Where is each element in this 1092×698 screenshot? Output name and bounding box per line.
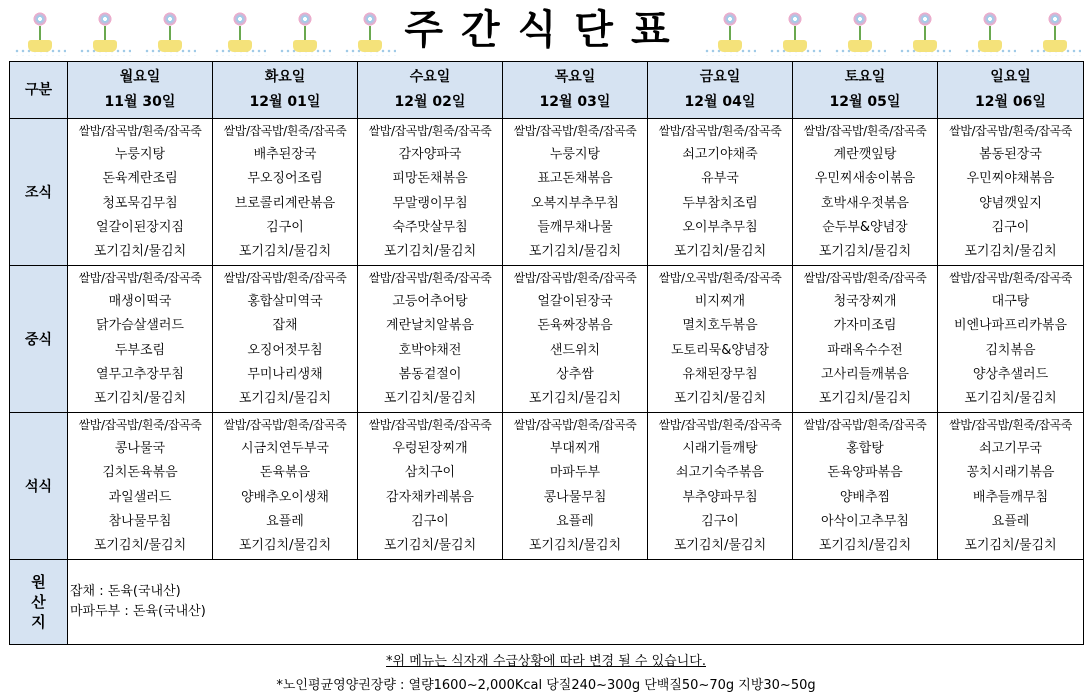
origin-line: 마파두부 : 돈육(국내산): [70, 604, 206, 619]
menu-item: 포기김치/물김치: [818, 538, 912, 554]
menu-item: 포기김치/물김치: [673, 391, 767, 407]
menu-item: 삼치구이: [404, 465, 456, 481]
menu-item: 아삭이고추무침: [821, 513, 909, 529]
menu-item: 김구이: [701, 513, 739, 529]
menu-cell: [358, 413, 503, 560]
menu-item: 얼갈이된장지짐: [96, 219, 184, 235]
menu-item: 얼갈이된장국: [537, 294, 613, 310]
weekly-menu-table: [9, 61, 1084, 645]
menu-item: 브로콜리계란볶음: [234, 195, 336, 211]
menu-cell: [503, 413, 648, 560]
menu-item: 배추들깨무침: [972, 489, 1049, 505]
menu-item: 봄동된장국: [979, 147, 1042, 163]
menu-item: 피망돈채볶음: [392, 171, 468, 187]
menu-item: 쌀밥/잡곡밥/흰죽/잡곡죽: [803, 124, 927, 138]
menu-item: 포기김치/물김치: [238, 391, 332, 407]
menu-item: 누룽지탕: [549, 147, 601, 163]
menu-item: 오이부추무침: [682, 219, 758, 235]
menu-item: 파래옥수수전: [827, 342, 903, 358]
menu-cell: [938, 413, 1084, 560]
menu-item: 우민찌새송이볶음: [814, 171, 916, 187]
menu-item: 꽁치시래기볶음: [966, 465, 1055, 481]
header-banner: [0, 0, 1092, 60]
menu-item: 대구탕: [991, 294, 1030, 310]
menu-item: 콩나물국: [114, 441, 166, 457]
menu-item: 표고돈채볶음: [537, 171, 613, 187]
menu-item: 양배추오이생채: [241, 489, 329, 505]
menu-item: 감자양파국: [398, 147, 462, 163]
menu-item: 두부조림: [114, 342, 166, 358]
menu-change-notice: *위 메뉴는 식자재 수급상황에 따라 변경 될 수 있습니다.: [386, 654, 706, 669]
menu-item: 쌀밥/잡곡밥/흰죽/잡곡죽: [513, 418, 637, 432]
menu-cell: [793, 119, 938, 266]
day-header: [938, 62, 1084, 119]
meal-row: [10, 413, 1084, 560]
day-header: [358, 62, 503, 119]
menu-item: 오복지부추무침: [531, 195, 619, 211]
header-row: [10, 62, 1084, 119]
menu-item: 도토리묵&양념장: [670, 342, 770, 358]
menu-item: 유채된장무침: [682, 366, 758, 382]
menu-item: 부추양파무침: [682, 489, 758, 505]
menu-item: 포기김치/물김치: [93, 391, 187, 407]
menu-item: 요플레: [556, 513, 594, 529]
menu-item: 쇠고기무국: [979, 441, 1042, 457]
day-name: 월요일: [119, 69, 161, 85]
menu-item: 돈육계란조림: [102, 171, 178, 187]
menu-cell: [68, 413, 213, 560]
menu-item: 돈육양파볶음: [827, 465, 903, 481]
menu-item: 계란깻잎탕: [833, 147, 897, 163]
menu-item: 포기김치/물김치: [673, 244, 767, 260]
menu-item: 쌀밥/잡곡밥/흰죽/잡곡죽: [78, 271, 202, 285]
menu-item: 봄동겉절이: [398, 366, 462, 382]
menu-item: 포기김치/물김치: [673, 538, 767, 554]
menu-cell: [938, 119, 1084, 266]
menu-cell: [358, 266, 503, 413]
menu-item: 요플레: [266, 513, 304, 529]
day-date: 12월 03일: [539, 94, 611, 110]
day-name: 금요일: [699, 69, 741, 85]
menu-item: 돈육짜장볶음: [537, 318, 613, 334]
menu-item: 양념깻잎지: [979, 195, 1042, 211]
menu-item: 마파두부: [549, 465, 601, 481]
menu-cell: [793, 413, 938, 560]
menu-item: 들깨무채나물: [537, 219, 613, 235]
menu-item: 홍합살미역국: [247, 294, 323, 310]
menu-item: 과일샐러드: [108, 489, 172, 505]
menu-item: 참나물무침: [108, 513, 172, 529]
menu-item: 포기김치/물김치: [528, 538, 622, 554]
origin-label: 원 산 지: [10, 560, 68, 645]
day-name: 일요일: [990, 69, 1031, 85]
nutrition-guideline: *노인평균영양권장량 : 열량1600~2,000Kcal 당질240~300g 단백질50~70g 지방30~50g: [276, 678, 816, 693]
meal-label: 석식: [10, 413, 68, 560]
menu-item: 상추쌈: [556, 366, 594, 382]
menu-cell: [648, 266, 793, 413]
meal-label: 중식: [10, 266, 68, 413]
menu-item: 쌀밥/잡곡밥/흰죽/잡곡죽: [513, 124, 637, 138]
menu-item: 김치돈육볶음: [102, 465, 178, 481]
menu-item: 포기김치/물김치: [964, 391, 1057, 407]
origin-row: [10, 560, 1084, 645]
menu-item: 포기김치/물김치: [964, 244, 1057, 260]
menu-item: 고사리들깨볶음: [821, 366, 909, 382]
menu-cell: [938, 266, 1084, 413]
menu-item: 쌀밥/잡곡밥/흰죽/잡곡죽: [658, 418, 782, 432]
menu-item: 쌀밥/잡곡밥/흰죽/잡곡죽: [368, 271, 492, 285]
menu-item: 시금치연두부국: [241, 441, 329, 457]
menu-item: 포기김치/물김치: [964, 538, 1057, 554]
menu-cell: [213, 119, 358, 266]
day-header: [213, 62, 358, 119]
menu-item: 시래기들깨탕: [682, 441, 758, 457]
menu-item: 무미나리생채: [247, 366, 323, 382]
menu-item: 쌀밥/잡곡밥/흰죽/잡곡죽: [78, 418, 202, 432]
day-date: 12월 06일: [975, 94, 1046, 110]
category-header: 구분: [10, 62, 68, 119]
menu-item: 쌀밥/잡곡밥/흰죽/잡곡죽: [223, 271, 347, 285]
menu-cell: [358, 119, 503, 266]
menu-item: 쌀밥/잡곡밥/흰죽/잡곡죽: [949, 271, 1072, 285]
menu-item: 비지찌개: [694, 294, 746, 310]
menu-item: 잡채: [272, 318, 298, 334]
day-header: [648, 62, 793, 119]
day-date: 12월 04일: [684, 94, 756, 110]
menu-item: 배추된장국: [253, 147, 317, 163]
day-date: 12월 02일: [394, 94, 466, 110]
menu-item: 오징어젓무침: [247, 342, 323, 358]
menu-item: 쌀밥/잡곡밥/흰죽/잡곡죽: [658, 124, 782, 138]
menu-item: 쌀밥/잡곡밥/흰죽/잡곡죽: [513, 271, 637, 285]
menu-item: 비엔나파프리카볶음: [953, 318, 1068, 334]
menu-item: 무오징어조림: [247, 171, 323, 187]
menu-item: 쌀밥/잡곡밥/흰죽/잡곡죽: [223, 124, 347, 138]
menu-item: 열무고추장무침: [96, 366, 184, 382]
menu-cell: [213, 266, 358, 413]
menu-item: 포기김치/물김치: [383, 391, 477, 407]
menu-item: 두부참치조림: [682, 195, 758, 211]
menu-item: 돈육볶음: [259, 465, 311, 481]
menu-item: 청포묵김무침: [102, 195, 178, 211]
menu-item: 닭가슴살샐러드: [96, 318, 184, 334]
menu-item: 쌀밥/잡곡밥/흰죽/잡곡죽: [223, 418, 347, 432]
menu-item: 감자채카레볶음: [386, 489, 474, 505]
day-date: 12월 01일: [249, 94, 321, 110]
menu-item: 홍합탕: [846, 441, 884, 457]
menu-cell: [213, 413, 358, 560]
page-title: 주간식단표: [404, 7, 688, 53]
menu-item: 쇠고기숙주볶음: [676, 465, 764, 481]
menu-item: 유부국: [701, 171, 739, 187]
menu-item: 양상추샐러드: [972, 366, 1049, 382]
menu-item: 포기김치/물김치: [528, 391, 622, 407]
menu-item: 우렁된장찌개: [392, 441, 468, 457]
menu-item: 멸치호두볶음: [682, 318, 758, 334]
menu-item: 쌀밥/잡곡밥/흰죽/잡곡죽: [368, 418, 492, 432]
day-name: 토요일: [844, 69, 886, 85]
day-date: 12월 05일: [829, 94, 901, 110]
day-name: 수요일: [409, 69, 451, 85]
menu-item: 김구이: [991, 219, 1030, 235]
menu-item: 쌀밥/잡곡밥/흰죽/잡곡죽: [803, 418, 927, 432]
meal-row: [10, 266, 1084, 413]
day-name: 화요일: [264, 69, 306, 85]
menu-item: 포기김치/물김치: [818, 391, 912, 407]
menu-item: 포기김치/물김치: [93, 244, 187, 260]
menu-item: 콩나물무침: [543, 489, 607, 505]
origin-line: 잡채 : 돈육(국내산): [70, 584, 181, 599]
menu-item: 요플레: [991, 513, 1030, 529]
menu-item: 우민찌야채볶음: [966, 171, 1055, 187]
menu-item: 포기김치/물김치: [383, 244, 477, 260]
meal-label: 조식: [10, 119, 68, 266]
origin-info: [68, 560, 1084, 645]
menu-item: 부대찌개: [549, 441, 601, 457]
menu-cell: [648, 119, 793, 266]
menu-item: 쌀밥/오곡밥/흰죽/잡곡죽: [658, 271, 782, 285]
menu-item: 무말랭이무침: [392, 195, 468, 211]
menu-item: 호박야채전: [398, 342, 462, 358]
menu-item: 김구이: [266, 219, 304, 235]
day-header: [68, 62, 213, 119]
menu-item: 샌드위치: [549, 342, 601, 358]
menu-item: 김구이: [411, 513, 449, 529]
menu-item: 포기김치/물김치: [93, 538, 187, 554]
menu-item: 고등어추어탕: [392, 294, 468, 310]
menu-item: 포기김치/물김치: [238, 538, 332, 554]
day-name: 목요일: [554, 69, 596, 85]
menu-item: 쇠고기야채죽: [682, 147, 758, 163]
menu-cell: [68, 266, 213, 413]
menu-cell: [648, 413, 793, 560]
menu-item: 계란날치알볶음: [386, 318, 474, 334]
menu-item: 쌀밥/잡곡밥/흰죽/잡곡죽: [949, 418, 1072, 432]
menu-item: 숙주맛살무침: [392, 219, 468, 235]
menu-item: 호박새우젓볶음: [821, 195, 909, 211]
menu-item: 청국장찌개: [833, 294, 897, 310]
menu-item: 쌀밥/잡곡밥/흰죽/잡곡죽: [803, 271, 927, 285]
menu-item: 쌀밥/잡곡밥/흰죽/잡곡죽: [368, 124, 492, 138]
menu-item: 순두부&양념장: [822, 219, 908, 235]
menu-item: 포기김치/물김치: [238, 244, 332, 260]
menu-item: 김치볶음: [985, 342, 1036, 358]
menu-item: 가자미조림: [833, 318, 897, 334]
menu-cell: [793, 266, 938, 413]
meal-row: [10, 119, 1084, 266]
menu-item: 포기김치/물김치: [383, 538, 477, 554]
day-header: [503, 62, 648, 119]
menu-item: 쌀밥/잡곡밥/흰죽/잡곡죽: [949, 124, 1072, 138]
menu-cell: [503, 266, 648, 413]
menu-item: 쌀밥/잡곡밥/흰죽/잡곡죽: [78, 124, 202, 138]
day-date: 11월 30일: [104, 94, 176, 110]
menu-item: 매생이떡국: [108, 294, 172, 310]
menu-item: 누룽지탕: [114, 147, 166, 163]
menu-item: 포기김치/물김치: [818, 244, 912, 260]
day-header: [793, 62, 938, 119]
menu-cell: [503, 119, 648, 266]
menu-item: 양배추찜: [839, 489, 891, 505]
menu-item: 포기김치/물김치: [528, 244, 622, 260]
menu-cell: [68, 119, 213, 266]
